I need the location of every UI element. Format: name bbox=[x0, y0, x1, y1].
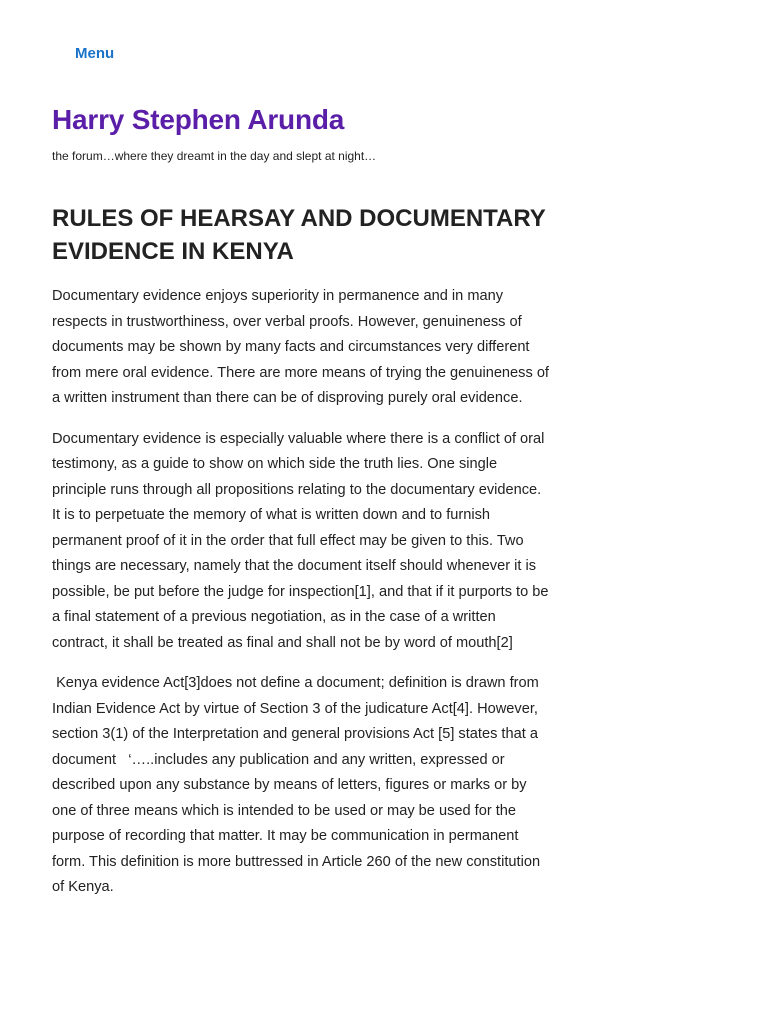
post-body bbox=[52, 284, 552, 916]
post-title: RULES OF HEARSAY AND DOCUMENTARY EVIDENCE IN KENYA bbox=[52, 205, 546, 265]
post-paragraph: Documentary evidence is especially valuable where there is a conflict of oral testimony, as a guide to show on which side the truth lies. One single principle runs through all propositions relating to the documentary evidence. It is to perpetuate the memory of what is written down and to furnish permanent proof of it in the order that full effect may be given to this. Two things are necessary, namely that the document itself should whenever it is possible, be put before the judge for inspection[1], and that if it purports to be a final statement of a previous negotiation, as in the case of a written contract, it shall be treated as final and shall not be by word of mouth[2] bbox=[52, 430, 549, 651]
post-paragraph: Kenya evidence Act[3]does not define a document; definition is drawn from Indian Evidence Act by virtue of Section 3 of the judicature Act[4]. However, section 3(1) of the Interpretation and general provisions Act [5] states that a document ‘…..includes any publication and any written, expressed or described upon any substance by means of letters, figures or marks or by one of three means which is intended to be used or may be used for the purpose of recording that matter. It may be communication in permanent form. This definition is more buttressed in Article 260 of the new constitution of Kenya. bbox=[52, 675, 545, 895]
site-title[interactable]: Harry Stephen Arunda bbox=[52, 104, 345, 135]
site-tagline: the forum…where they dreamt in the day and slept at night… bbox=[52, 149, 377, 163]
menu-button[interactable]: Menu bbox=[75, 45, 115, 62]
post-paragraph: Documentary evidence enjoys superiority in permanence and in many respects in trustworthiness, over verbal proofs. However, genuineness of documents may be shown by many facts and circumstances very different from mere oral evidence. There are more means of trying the genuineness of a written instrument than there can be of disproving purely oral evidence. bbox=[52, 288, 549, 406]
